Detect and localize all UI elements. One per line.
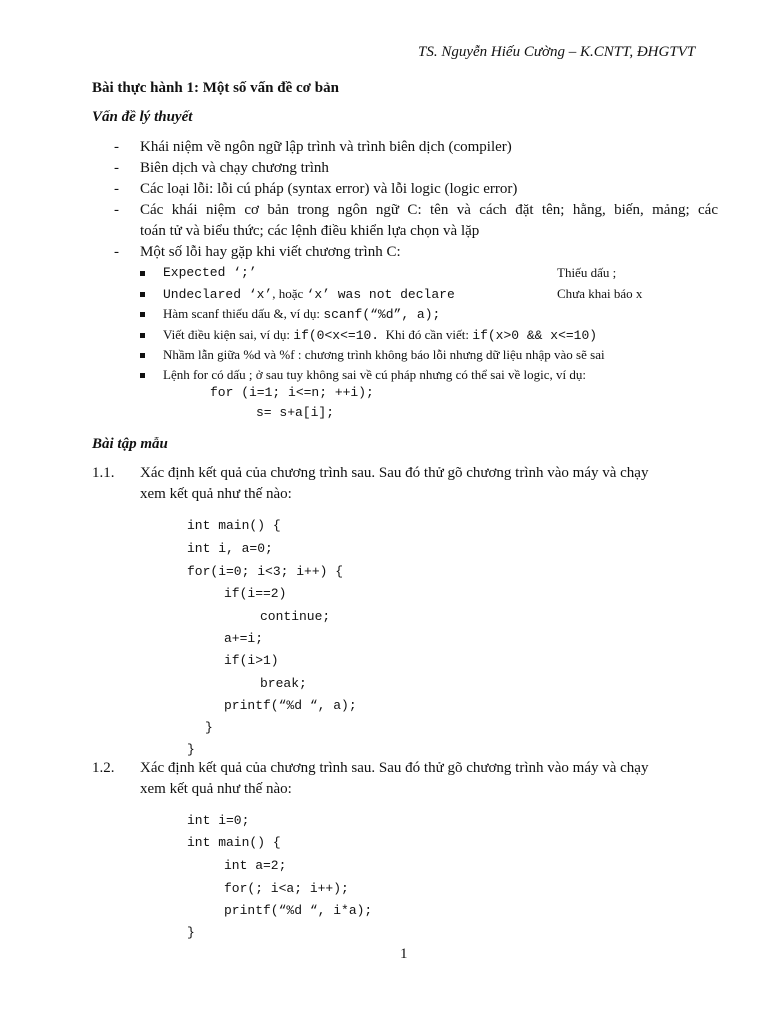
error-code: scanf(“%d”, a);: [323, 307, 441, 322]
exercise-text: Xác định kết quả của chương trình sau. Sau đó thử gõ chương trình vào máy và chạy: [140, 760, 649, 776]
code-line: }: [187, 742, 195, 757]
error-item: [163, 286, 455, 302]
list-dash: -: [114, 244, 119, 260]
code-line: a+=i;: [224, 631, 264, 646]
bullet-square: [140, 333, 145, 338]
error-text: Viết điều kiện sai, ví dụ:: [163, 327, 291, 342]
bullet-square: [140, 312, 145, 317]
document-title: Bài thực hành 1: Một số vấn đề cơ bản: [92, 80, 339, 96]
error-item: [163, 306, 440, 322]
theory-item: Một số lỗi hay gặp khi viết chương trình C:: [140, 244, 401, 260]
code-line: int i, a=0;: [187, 541, 273, 556]
exercise-text: xem kết quả như thế nào:: [140, 781, 292, 797]
code-line: }: [187, 925, 195, 940]
error-code: if(x>0 && x<=10): [472, 328, 598, 343]
code-line: break;: [260, 676, 307, 691]
theory-item: Các loại lỗi: lỗi cú pháp (syntax error) và lỗi logic (logic error): [140, 181, 518, 197]
error-item: [163, 327, 597, 343]
theory-item: Các khái niệm cơ bản trong ngôn ngữ C: tên và cách đặt tên; hằng, biến, mảng; các: [140, 202, 718, 218]
error-text: , hoặc: [272, 286, 304, 301]
code-line: for (i=1; i<=n; ++i);: [210, 385, 374, 400]
code-line: }: [205, 720, 213, 735]
samples-heading: Bài tập mẫu: [92, 436, 168, 452]
theory-item-continued: toán tử và biểu thức; các lệnh điều khiển lựa chọn và lặp: [140, 223, 480, 239]
error-text: Nhầm lẫn giữa %d và %f : chương trình không báo lỗi nhưng dữ liệu nhập vào sẽ sai: [163, 347, 605, 362]
code-line: printf(“%d “, i*a);: [224, 903, 373, 918]
code-line: printf(“%d “, a);: [224, 698, 357, 713]
theory-item: Khái niệm về ngôn ngữ lập trình và trình biên dịch (compiler): [140, 139, 512, 155]
code-line: int main() {: [187, 518, 281, 533]
list-dash: -: [114, 139, 119, 155]
exercise-number: 1.2.: [92, 760, 115, 776]
page-header: TS. Nguyễn Hiếu Cường – K.CNTT, ĐHGTVT: [418, 44, 696, 60]
error-code: if(0<x<=10.: [293, 328, 380, 343]
list-dash: -: [114, 160, 119, 176]
bullet-square: [140, 373, 145, 378]
bullet-square: [140, 353, 145, 358]
error-text: Lệnh for có dấu ; ở sau tuy không sai về cú pháp nhưng có thể sai về logic, ví dụ:: [163, 367, 586, 382]
code-line: if(i>1): [224, 653, 279, 668]
code-line: if(i==2): [224, 586, 287, 601]
error-text: Khi đó cần viết:: [385, 327, 470, 342]
code-line: s= s+a[i];: [256, 405, 335, 420]
exercise-text: xem kết quả như thế nào:: [140, 486, 292, 502]
error-text: Hàm scanf thiếu dấu &, ví dụ:: [163, 306, 321, 321]
code-line: continue;: [260, 609, 331, 624]
exercise-text: Xác định kết quả của chương trình sau. Sau đó thử gõ chương trình vào máy và chạy: [140, 465, 649, 481]
list-dash: -: [114, 181, 119, 197]
error-code: Undeclared ‘x’: [163, 287, 273, 302]
page-number: 1: [400, 946, 408, 962]
bullet-square: [140, 271, 145, 276]
bullet-square: [140, 292, 145, 297]
theory-item: Biên dịch và chạy chương trình: [140, 160, 329, 176]
code-line: int a=2;: [224, 858, 287, 873]
theory-heading: Vấn đề lý thuyết: [92, 109, 193, 125]
code-line: for(i=0; i<3; i++) {: [187, 564, 344, 579]
error-note: Chưa khai báo x: [557, 286, 643, 301]
error-code: Expected ‘;’: [163, 265, 257, 280]
error-code: ‘x’ was not declare: [306, 287, 455, 302]
code-line: int main() {: [187, 835, 281, 850]
code-line: int i=0;: [187, 813, 250, 828]
exercise-number: 1.1.: [92, 465, 115, 481]
code-line: for(; i<a; i++);: [224, 881, 349, 896]
list-dash: -: [114, 202, 119, 218]
error-note: Thiếu dấu ;: [557, 265, 617, 280]
